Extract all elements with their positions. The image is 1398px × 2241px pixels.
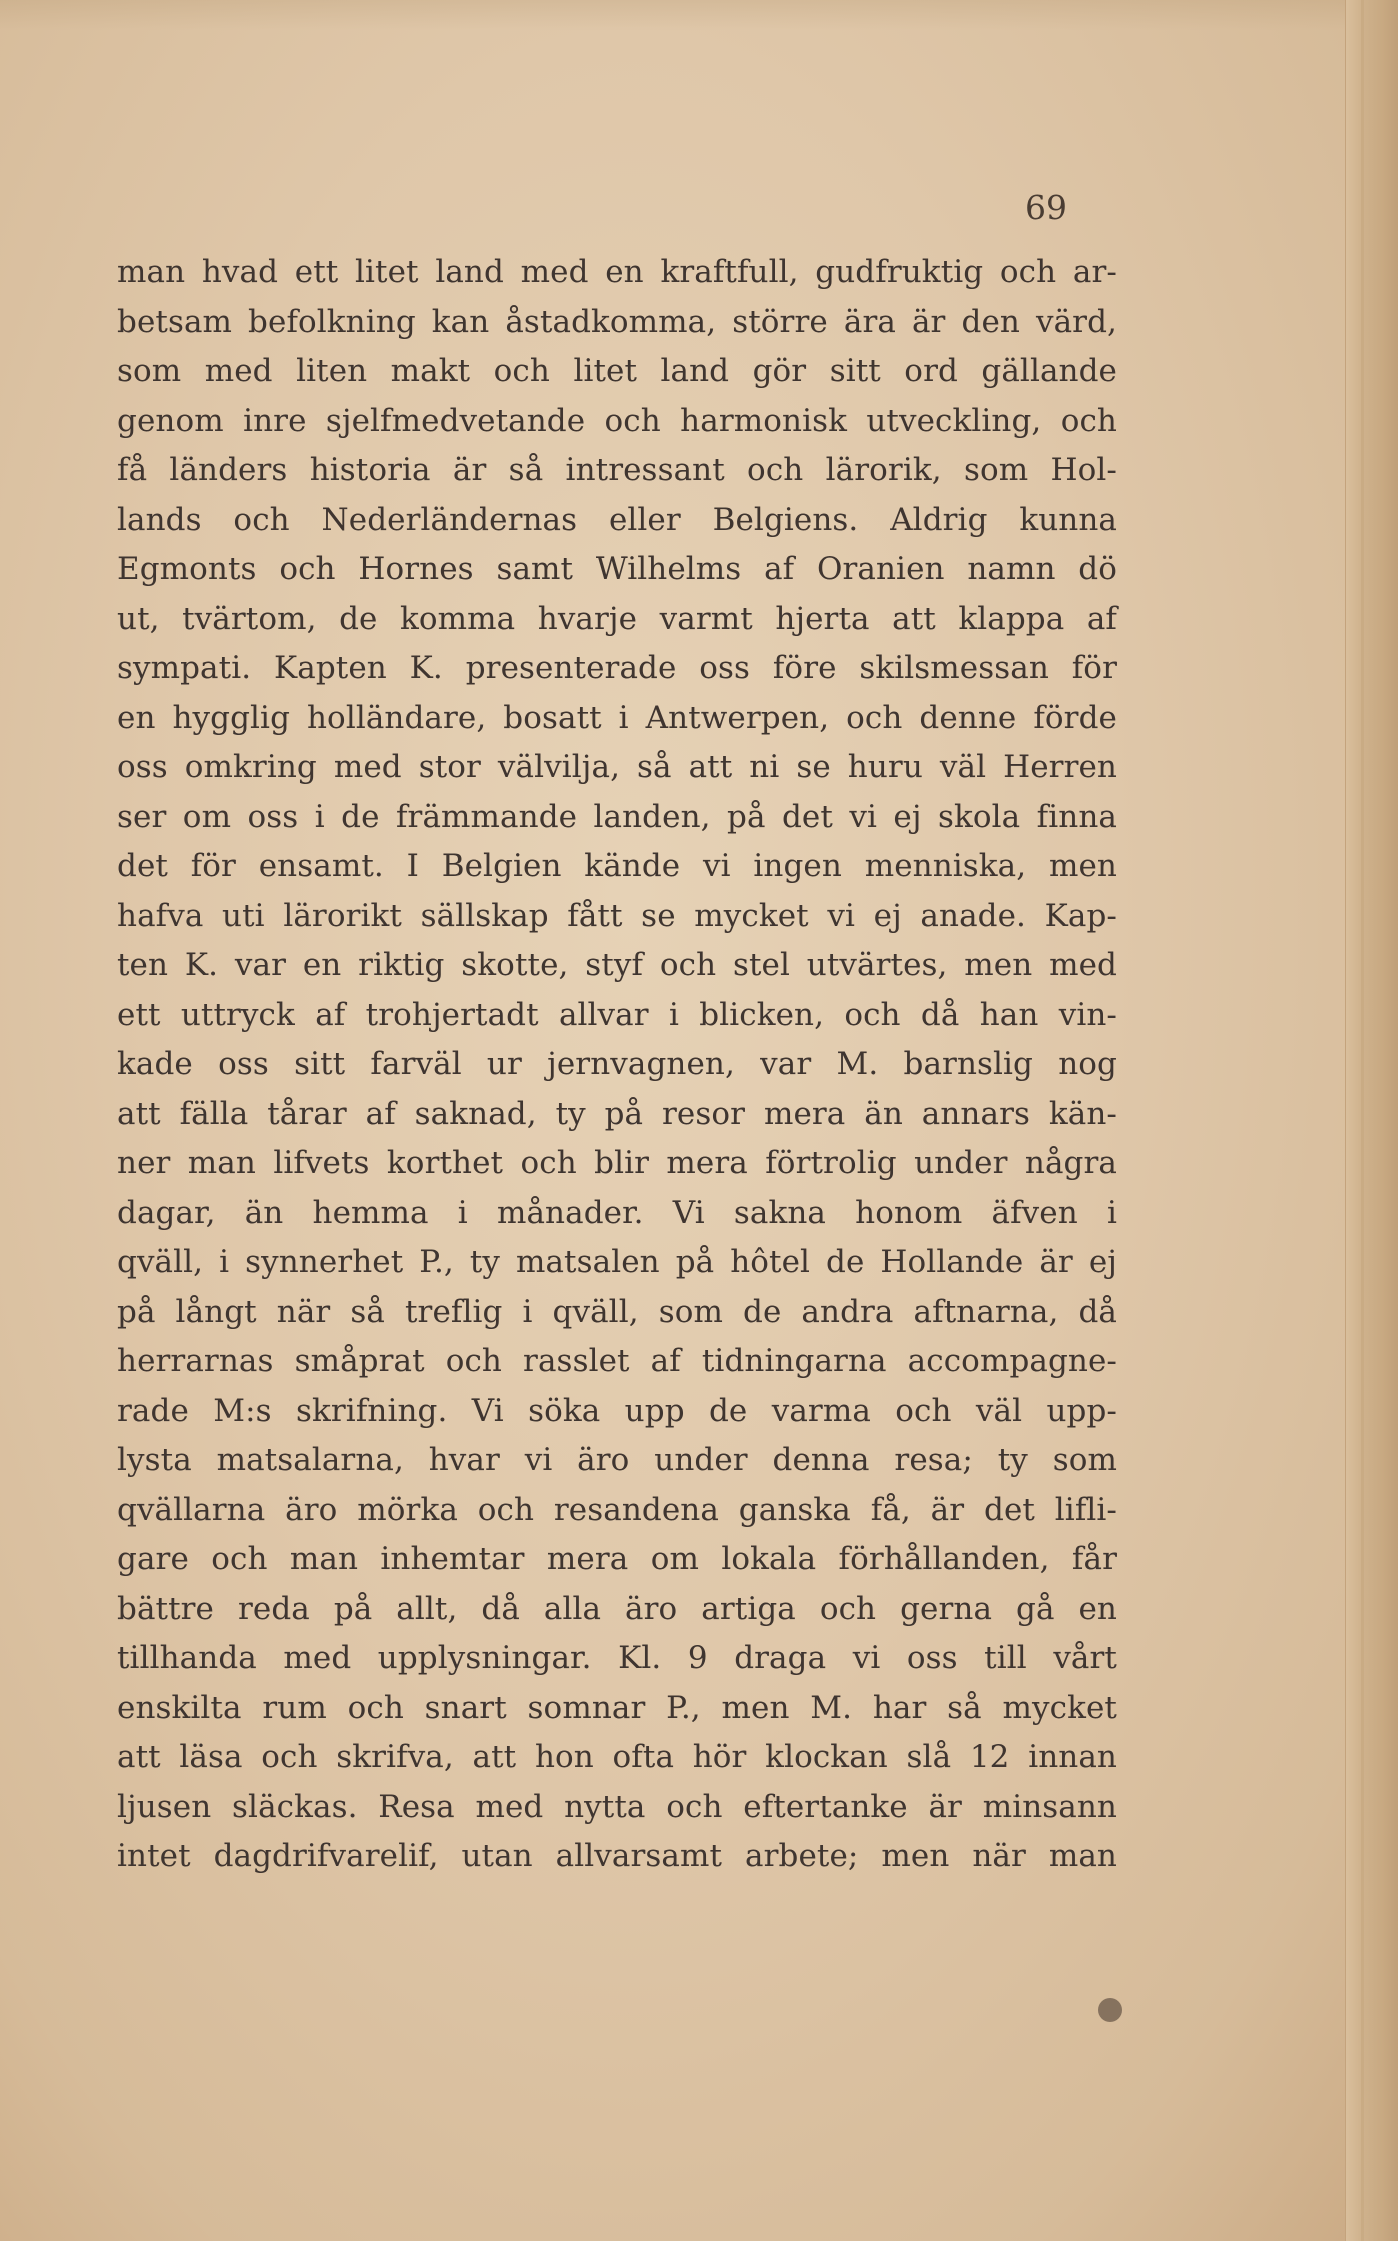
text-line: som med liten makt och litet land gör sitt ord gällande [117, 353, 1117, 389]
text-line: herrarnas småprat och rasslet af tidningarna accompagne- [117, 1343, 1117, 1379]
text-line: ten K. var en riktig skotte, styf och stel utvärtes, men med [117, 947, 1117, 983]
text-line: det för ensamt. I Belgien kände vi ingen menniska, men [117, 848, 1117, 884]
text-line: qväll, i synnerhet P., ty matsalen på hôtel de Hollande är ej [117, 1244, 1117, 1280]
text-line: Egmonts och Hornes samt Wilhelms af Oranien namn dö [117, 551, 1117, 587]
printer-mark-icon [1098, 1998, 1122, 2022]
text-line: intet dagdrifvarelif, utan allvarsamt arbete; men när man [117, 1838, 1117, 1874]
text-line: gare och man inhemtar mera om lokala förhållanden, får [117, 1541, 1117, 1577]
text-line: kade oss sitt farväl ur jernvagnen, var M. barnslig nog [117, 1046, 1117, 1082]
text-line: sympati. Kapten K. presenterade oss före skilsmessan för [117, 650, 1117, 686]
text-line: en hygglig holländare, bosatt i Antwerpen, och denne förde [117, 699, 1117, 736]
text-line: genom inre sjelfmedvetande och harmonisk utveckling, och [117, 402, 1117, 439]
text-line: man hvad ett litet land med en kraftfull, gudfruktig och ar- [117, 254, 1117, 290]
text-line: ett uttryck af trohjertadt allvar i blicken, och då han vin- [117, 996, 1117, 1033]
text-line: enskilta rum och snart somnar P., men M. har så mycket [117, 1689, 1117, 1726]
text-line: ut, tvärtom, de komma hvarje varmt hjerta att klappa af [117, 600, 1117, 637]
text-line: lysta matsalarna, hvar vi äro under denna resa; ty som [117, 1442, 1117, 1478]
text-line: att fälla tårar af saknad, ty på resor mera än annars kän- [117, 1095, 1117, 1132]
text-line: dagar, än hemma i månader. Vi sakna honom äfven i [117, 1194, 1117, 1231]
text-line: ner man lifvets korthet och blir mera förtrolig under några [117, 1145, 1117, 1181]
text-line: qvällarna äro mörka och resandena ganska få, är det lifli- [117, 1491, 1117, 1528]
text-line: betsam befolkning kan åstadkomma, större ära är den värd, [117, 303, 1117, 340]
text-line: hafva uti lärorikt sällskap fått se mycket vi ej anade. Kap- [117, 897, 1117, 934]
page-top-shade [0, 0, 1398, 30]
text-line: oss omkring med stor välvilja, så att ni se huru väl Herren [117, 749, 1117, 785]
body-text [117, 248, 1117, 1882]
text-line: tillhanda med upplysningar. Kl. 9 draga vi oss till vårt [117, 1640, 1117, 1676]
text-line: rade M:s skrifning. Vi söka upp de varma och väl upp- [117, 1392, 1117, 1429]
page-number: 69 [1025, 188, 1067, 227]
text-line: lands och Nederländernas eller Belgiens. Aldrig kunna [117, 501, 1117, 538]
page-edge-fold [1361, 0, 1364, 2241]
text-line: ljusen släckas. Resa med nytta och eftertanke är minsann [117, 1788, 1117, 1825]
page-right-edge [1345, 0, 1398, 2241]
text-line: ser om oss i de främmande landen, på det vi ej skola finna [117, 798, 1117, 835]
text-line: få länders historia är så intressant och lärorik, som Hol- [117, 452, 1117, 488]
text-line: på långt när så treflig i qväll, som de andra aftnarna, då [117, 1293, 1117, 1330]
text-line: bättre reda på allt, då alla äro artiga och gerna gå en [117, 1590, 1117, 1627]
text-line: att läsa och skrifva, att hon ofta hör klockan slå 12 innan [117, 1739, 1117, 1775]
